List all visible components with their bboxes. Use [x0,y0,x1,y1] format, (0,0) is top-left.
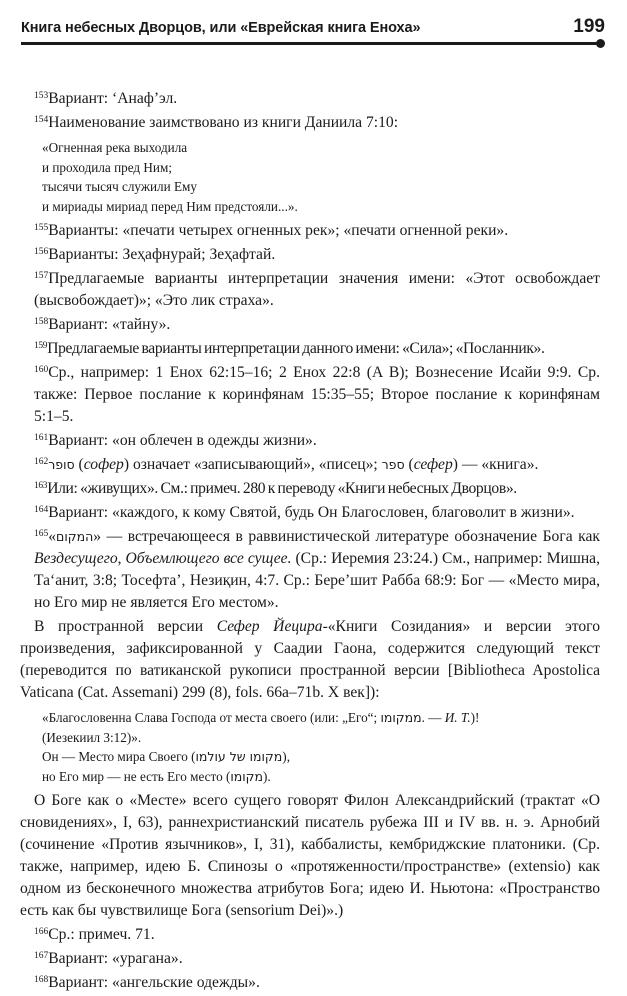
paragraph-text: -«Книги Созидания» и версии этого произведения, зафиксированной у Саадии Гаона, содержится следующий текст (переводится по ватиканской рукописи пространной версии [Bibliotheca Apostolica Vaticana (Cat. Assemani) 299 (8), fols. 66a–71b. X век]): [20,618,600,701]
footnote-text: ( [404,456,414,473]
quote-sefer-yetzira [42,708,600,786]
hebrew-word: מקומו [230,768,264,784]
footnote-text: Ср., например: 1 Енох 62:15–16; 2 Енох 22:8 (A B); Вознесение Исайи 9:9. Ср. также: Первое послание к коринфянам 15:35–55; Второе послание к коринфянам 5:1–5. [34,364,600,425]
footnote-168 [20,972,600,994]
page-number: 199 [573,16,605,37]
footnote-number: 153 [34,91,49,101]
footnote-165 [20,526,600,614]
footnote-number: 168 [34,975,49,985]
header-rule-dot [596,39,605,48]
footnote-number: 164 [34,505,49,515]
hebrew-word: סופר [48,457,75,472]
quote-line: и проходила пред Ним; [42,159,172,175]
footnote-number: 156 [34,247,49,257]
footnote-text: Варианты: «печати четырех огненных рек»; «печати огненной реки». [48,222,509,239]
paragraph-text: В пространной версии [34,618,217,635]
footnote-number: 167 [34,951,49,961]
footnote-160 [20,362,600,428]
quote-line [42,747,600,767]
footnote-159 [20,338,600,360]
quote-line [42,708,600,728]
footnote-166 [20,924,600,946]
footnote-text: Вариант: «ангельские одежды». [48,974,260,991]
footnote-text: Вариант: «каждого, к кому Святой, будь Он Благословен, благоволит в жизни». [48,504,575,521]
footnote-text: Предлагаемые варианты интерпретации данного имени: «Сила»; «Посланник». [47,340,545,357]
footnote-153 [20,88,600,110]
footnote-number: 166 [34,927,49,937]
footnote-158 [20,314,600,336]
footnote-number: 158 [34,317,49,327]
footnote-text: Или: «живущих». См.: примеч. 280 к переводу «Книги небесных Дворцов». [47,480,517,497]
footnote-text: ) — «книга». [452,456,539,473]
footnote-167 [20,948,600,970]
quote-line: тысячи тысяч служили Ему [42,179,197,194]
italic-term: Вездесущего [34,550,118,567]
quote-line: (Иезекиил 3:12)». [42,729,142,745]
footnote-number: 160 [34,365,49,375]
quote-line: и мириады мириад перед Ним предстояли...». [42,198,298,214]
footnote-text: Предлагаемые варианты интерпретации значения имени: «Этот освобождает (высвобождает)»; «Это лик страха». [34,270,600,309]
quote-text: )! [470,710,480,725]
quote-line: «Огненная река выходила [42,140,188,155]
footnote-161 [20,430,600,452]
hebrew-word: ספר [381,457,405,472]
quote-line [42,767,600,787]
header-rule [21,42,599,45]
footnote-text: Ср.: примеч. 71. [48,926,155,943]
footnote-154 [20,112,600,134]
running-head: Книга небесных Дворцов, или «Еврейская книга Еноха» [21,20,421,36]
footnote-text: « [48,528,57,545]
quote-daniel [42,138,600,216]
footnotes-body [20,88,600,996]
transliteration: софер [83,456,124,473]
footnote-163 [20,478,600,500]
quote-text: Он — Место мира Своего ( [42,749,196,764]
footnote-text: Вариант: «он облечен в одежды жизни». [48,432,317,449]
footnote-number: 155 [34,223,49,233]
footnote-number: 159 [34,341,48,351]
footnote-text: ) означает «записывающий», «писец»; [123,456,382,473]
footnote-text: ( [74,456,84,473]
quote-text: «Благословенна Слава Господа от места своего (или: „Его“; [42,710,381,725]
italic-title: Сефер Йецира [216,618,323,635]
transliteration: сефер [413,456,453,473]
footnote-number: 165 [34,529,49,539]
quote-text: . — [421,710,445,725]
footnote-number: 161 [34,433,49,443]
footnote-text: (Ср.: Иеремия 23:24.) См., например: Мишна, Та‘анит, 3:8; Тосефта’, Незиқин, 4:7. Ср.: Бере’шит Рабба 68:9: Бог — «Место мира, но Его мир не является Его местом». [34,550,601,611]
paragraph-text: О Боге как о «Месте» всего сущего говорят Филон Александрийский (трактат «О сновидениях», I, 63), раннехристианский писатель рубежа III и IV вв. н. э. Арнобий (сочинение «Против язычников», I, 31), каббалисты, кембриджские платоники. (Ср. также, например, идею Б. Спинозы о «протяженности/пространстве» (extensio) как одном из бесконечного множества атрибутов Бога; идею И. Ньютона: «Пространство есть как бы чувствилище Бога (sensorium Dei)».) [20,792,600,919]
footnote-155 [20,220,600,242]
footnote-157 [20,268,600,312]
footnote-text: , [117,550,126,567]
footnote-text: Вариант: «тайну». [48,316,171,333]
footnote-162 [20,454,600,476]
footnote-number: 163 [34,481,48,491]
footnote-text: Наименование заимствовано из книги Даниила 7:10: [48,114,399,131]
page-header [0,0,627,45]
italic-term: Объемлющего все сущее. [125,550,292,567]
hebrew-word: המקום [56,529,94,544]
paragraph-sefer-yetzira [20,616,600,704]
translator-initials: И. Т. [444,710,471,725]
footnote-text: Варианты: Зеҳафнурай; Зеҳафтай. [48,246,276,263]
footnote-text: » — встречающееся в раввинистической литературе обозначение Бога как [93,528,600,545]
quote-text: ). [263,768,271,784]
footnote-164 [20,502,600,524]
footnote-number: 157 [34,271,49,281]
quote-text: ), [282,749,290,764]
hebrew-word: מקומו של עולמו [195,749,283,764]
footnote-156 [20,244,600,266]
hebrew-word: ממקומו [380,710,422,725]
quote-text: но Его мир — не есть Его место ( [42,768,231,784]
footnote-number: 162 [34,457,49,467]
footnote-text: Вариант: «урагана». [48,950,183,967]
footnote-text: Вариант: ‘Анаф’эл. [48,90,178,107]
footnote-number: 154 [34,115,49,125]
paragraph-place-of-god [20,790,600,922]
